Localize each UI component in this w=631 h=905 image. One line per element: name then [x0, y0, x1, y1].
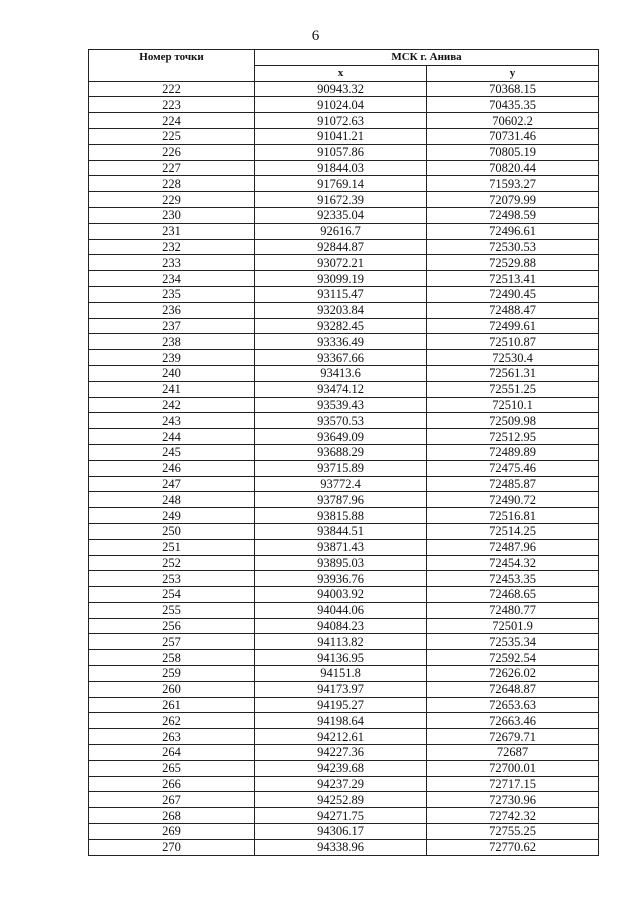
cell-x: 94338.96 — [255, 839, 427, 855]
cell-point-number: 265 — [89, 760, 255, 776]
cell-point-number: 228 — [89, 176, 255, 192]
cell-x: 91072.63 — [255, 113, 427, 129]
cell-y: 72551.25 — [427, 381, 599, 397]
table-row — [89, 729, 599, 745]
coordinates-table — [88, 49, 599, 856]
cell-point-number: 227 — [89, 160, 255, 176]
cell-x: 93688.29 — [255, 444, 427, 460]
cell-point-number: 243 — [89, 413, 255, 429]
table-row — [89, 508, 599, 524]
table-row — [89, 824, 599, 840]
cell-point-number: 240 — [89, 365, 255, 381]
cell-y: 72512.95 — [427, 429, 599, 445]
table-row — [89, 239, 599, 255]
table-row — [89, 713, 599, 729]
cell-point-number: 229 — [89, 192, 255, 208]
table-row — [89, 444, 599, 460]
cell-x: 92616.7 — [255, 223, 427, 239]
cell-x: 94271.75 — [255, 808, 427, 824]
cell-point-number: 223 — [89, 97, 255, 113]
table-row — [89, 476, 599, 492]
cell-y: 72730.96 — [427, 792, 599, 808]
cell-x: 93895.03 — [255, 555, 427, 571]
cell-x: 93282.45 — [255, 318, 427, 334]
cell-point-number: 246 — [89, 460, 255, 476]
cell-y: 72742.32 — [427, 808, 599, 824]
cell-y: 72468.65 — [427, 587, 599, 603]
cell-x: 93367.66 — [255, 350, 427, 366]
cell-point-number: 245 — [89, 444, 255, 460]
table-row — [89, 144, 599, 160]
cell-y: 72510.87 — [427, 334, 599, 350]
cell-y: 72561.31 — [427, 365, 599, 381]
table-row — [89, 271, 599, 287]
table-row — [89, 492, 599, 508]
cell-x: 93115.47 — [255, 286, 427, 302]
cell-y: 72663.46 — [427, 713, 599, 729]
table-row — [89, 334, 599, 350]
cell-y: 72755.25 — [427, 824, 599, 840]
cell-point-number: 238 — [89, 334, 255, 350]
cell-x: 93649.09 — [255, 429, 427, 445]
cell-x: 91041.21 — [255, 128, 427, 144]
cell-point-number: 232 — [89, 239, 255, 255]
table-row — [89, 634, 599, 650]
cell-point-number: 267 — [89, 792, 255, 808]
cell-y: 72490.45 — [427, 286, 599, 302]
cell-y: 72770.62 — [427, 839, 599, 855]
cell-x: 91672.39 — [255, 192, 427, 208]
table-row — [89, 839, 599, 855]
table-body — [89, 81, 599, 855]
cell-x: 94084.23 — [255, 618, 427, 634]
cell-y: 72485.87 — [427, 476, 599, 492]
table-row — [89, 81, 599, 97]
cell-x: 94237.29 — [255, 776, 427, 792]
cell-x: 93772.4 — [255, 476, 427, 492]
cell-point-number: 237 — [89, 318, 255, 334]
cell-y: 72592.54 — [427, 650, 599, 666]
cell-y: 72454.32 — [427, 555, 599, 571]
cell-y: 72453.35 — [427, 571, 599, 587]
cell-y: 70368.15 — [427, 81, 599, 97]
cell-y: 71593.27 — [427, 176, 599, 192]
cell-point-number: 239 — [89, 350, 255, 366]
header-y: y — [427, 65, 599, 81]
cell-point-number: 252 — [89, 555, 255, 571]
cell-x: 94195.27 — [255, 697, 427, 713]
cell-point-number: 259 — [89, 666, 255, 682]
table-row — [89, 223, 599, 239]
cell-x: 91844.03 — [255, 160, 427, 176]
cell-y: 70805.19 — [427, 144, 599, 160]
cell-y: 72626.02 — [427, 666, 599, 682]
page-number: 6 — [311, 28, 320, 44]
cell-point-number: 270 — [89, 839, 255, 855]
cell-point-number: 248 — [89, 492, 255, 508]
cell-y: 72530.53 — [427, 239, 599, 255]
table-row — [89, 160, 599, 176]
cell-x: 93871.43 — [255, 539, 427, 555]
table-row — [89, 745, 599, 761]
cell-x: 94113.82 — [255, 634, 427, 650]
header-x: x — [255, 65, 427, 81]
cell-y: 72498.59 — [427, 207, 599, 223]
cell-point-number: 224 — [89, 113, 255, 129]
cell-y: 72529.88 — [427, 255, 599, 271]
table-row — [89, 760, 599, 776]
cell-point-number: 260 — [89, 681, 255, 697]
cell-point-number: 255 — [89, 602, 255, 618]
cell-x: 94252.89 — [255, 792, 427, 808]
cell-x: 94044.06 — [255, 602, 427, 618]
cell-y: 72489.89 — [427, 444, 599, 460]
cell-y: 70820.44 — [427, 160, 599, 176]
table-row — [89, 681, 599, 697]
cell-point-number: 257 — [89, 634, 255, 650]
cell-x: 93815.88 — [255, 508, 427, 524]
cell-x: 93539.43 — [255, 397, 427, 413]
cell-x: 93072.21 — [255, 255, 427, 271]
table-row — [89, 397, 599, 413]
table-row — [89, 776, 599, 792]
cell-y: 70602.2 — [427, 113, 599, 129]
cell-point-number: 235 — [89, 286, 255, 302]
cell-y: 72513.41 — [427, 271, 599, 287]
cell-x: 93099.19 — [255, 271, 427, 287]
cell-y: 70731.46 — [427, 128, 599, 144]
cell-y: 72475.46 — [427, 460, 599, 476]
cell-point-number: 263 — [89, 729, 255, 745]
cell-x: 94003.92 — [255, 587, 427, 603]
cell-y: 72535.34 — [427, 634, 599, 650]
table-row — [89, 460, 599, 476]
table-row — [89, 429, 599, 445]
cell-point-number: 236 — [89, 302, 255, 318]
cell-y: 72480.77 — [427, 602, 599, 618]
cell-point-number: 233 — [89, 255, 255, 271]
table-row — [89, 350, 599, 366]
cell-point-number: 249 — [89, 508, 255, 524]
table-row — [89, 365, 599, 381]
cell-y: 72488.47 — [427, 302, 599, 318]
cell-y: 72700.01 — [427, 760, 599, 776]
cell-x: 92844.87 — [255, 239, 427, 255]
table-row — [89, 650, 599, 666]
table-row — [89, 176, 599, 192]
table-row — [89, 318, 599, 334]
table-row — [89, 113, 599, 129]
header-coordinate-system: МСК г. Анива — [255, 50, 599, 66]
cell-x: 93936.76 — [255, 571, 427, 587]
cell-y: 72653.63 — [427, 697, 599, 713]
cell-x: 92335.04 — [255, 207, 427, 223]
table-row — [89, 192, 599, 208]
cell-point-number: 222 — [89, 81, 255, 97]
cell-point-number: 244 — [89, 429, 255, 445]
table-row — [89, 207, 599, 223]
cell-point-number: 269 — [89, 824, 255, 840]
cell-y: 70435.35 — [427, 97, 599, 113]
cell-x: 93715.89 — [255, 460, 427, 476]
cell-y: 72496.61 — [427, 223, 599, 239]
cell-x: 94173.97 — [255, 681, 427, 697]
cell-x: 94198.64 — [255, 713, 427, 729]
cell-x: 94136.95 — [255, 650, 427, 666]
cell-y: 72509.98 — [427, 413, 599, 429]
cell-x: 94212.61 — [255, 729, 427, 745]
table-row — [89, 255, 599, 271]
cell-y: 72717.15 — [427, 776, 599, 792]
cell-point-number: 266 — [89, 776, 255, 792]
cell-y: 72079.99 — [427, 192, 599, 208]
cell-point-number: 251 — [89, 539, 255, 555]
cell-y: 72648.87 — [427, 681, 599, 697]
cell-point-number: 234 — [89, 271, 255, 287]
header-point-number: Номер точки — [89, 50, 255, 82]
cell-x: 93787.96 — [255, 492, 427, 508]
cell-point-number: 253 — [89, 571, 255, 587]
table-row — [89, 523, 599, 539]
cell-y: 72490.72 — [427, 492, 599, 508]
table-row — [89, 381, 599, 397]
table-row — [89, 555, 599, 571]
cell-x: 94227.36 — [255, 745, 427, 761]
cell-point-number: 225 — [89, 128, 255, 144]
table-row — [89, 413, 599, 429]
cell-point-number: 241 — [89, 381, 255, 397]
table-row — [89, 571, 599, 587]
cell-y: 72501.9 — [427, 618, 599, 634]
cell-point-number: 242 — [89, 397, 255, 413]
cell-x: 94239.68 — [255, 760, 427, 776]
cell-x: 93570.53 — [255, 413, 427, 429]
cell-x: 91057.86 — [255, 144, 427, 160]
cell-point-number: 250 — [89, 523, 255, 539]
cell-y: 72687 — [427, 745, 599, 761]
table-row — [89, 286, 599, 302]
table-row — [89, 792, 599, 808]
cell-x: 91769.14 — [255, 176, 427, 192]
cell-point-number: 256 — [89, 618, 255, 634]
cell-y: 72499.61 — [427, 318, 599, 334]
table-row — [89, 697, 599, 713]
table-row — [89, 539, 599, 555]
cell-y: 72516.81 — [427, 508, 599, 524]
cell-x: 91024.04 — [255, 97, 427, 113]
cell-point-number: 258 — [89, 650, 255, 666]
cell-x: 90943.32 — [255, 81, 427, 97]
table-row — [89, 128, 599, 144]
cell-y: 72530.4 — [427, 350, 599, 366]
cell-point-number: 247 — [89, 476, 255, 492]
cell-x: 93413.6 — [255, 365, 427, 381]
cell-point-number: 268 — [89, 808, 255, 824]
table-row — [89, 618, 599, 634]
cell-point-number: 261 — [89, 697, 255, 713]
cell-y: 72487.96 — [427, 539, 599, 555]
cell-x: 93203.84 — [255, 302, 427, 318]
table-row — [89, 666, 599, 682]
table-row — [89, 302, 599, 318]
table-row — [89, 808, 599, 824]
cell-x: 93844.51 — [255, 523, 427, 539]
cell-point-number: 226 — [89, 144, 255, 160]
cell-point-number: 230 — [89, 207, 255, 223]
cell-y: 72679.71 — [427, 729, 599, 745]
cell-x: 94151.8 — [255, 666, 427, 682]
cell-point-number: 262 — [89, 713, 255, 729]
table-row — [89, 587, 599, 603]
cell-point-number: 264 — [89, 745, 255, 761]
cell-y: 72514.25 — [427, 523, 599, 539]
cell-point-number: 231 — [89, 223, 255, 239]
cell-x: 94306.17 — [255, 824, 427, 840]
cell-x: 93474.12 — [255, 381, 427, 397]
cell-y: 72510.1 — [427, 397, 599, 413]
table-row — [89, 97, 599, 113]
cell-x: 93336.49 — [255, 334, 427, 350]
cell-point-number: 254 — [89, 587, 255, 603]
table-row — [89, 602, 599, 618]
